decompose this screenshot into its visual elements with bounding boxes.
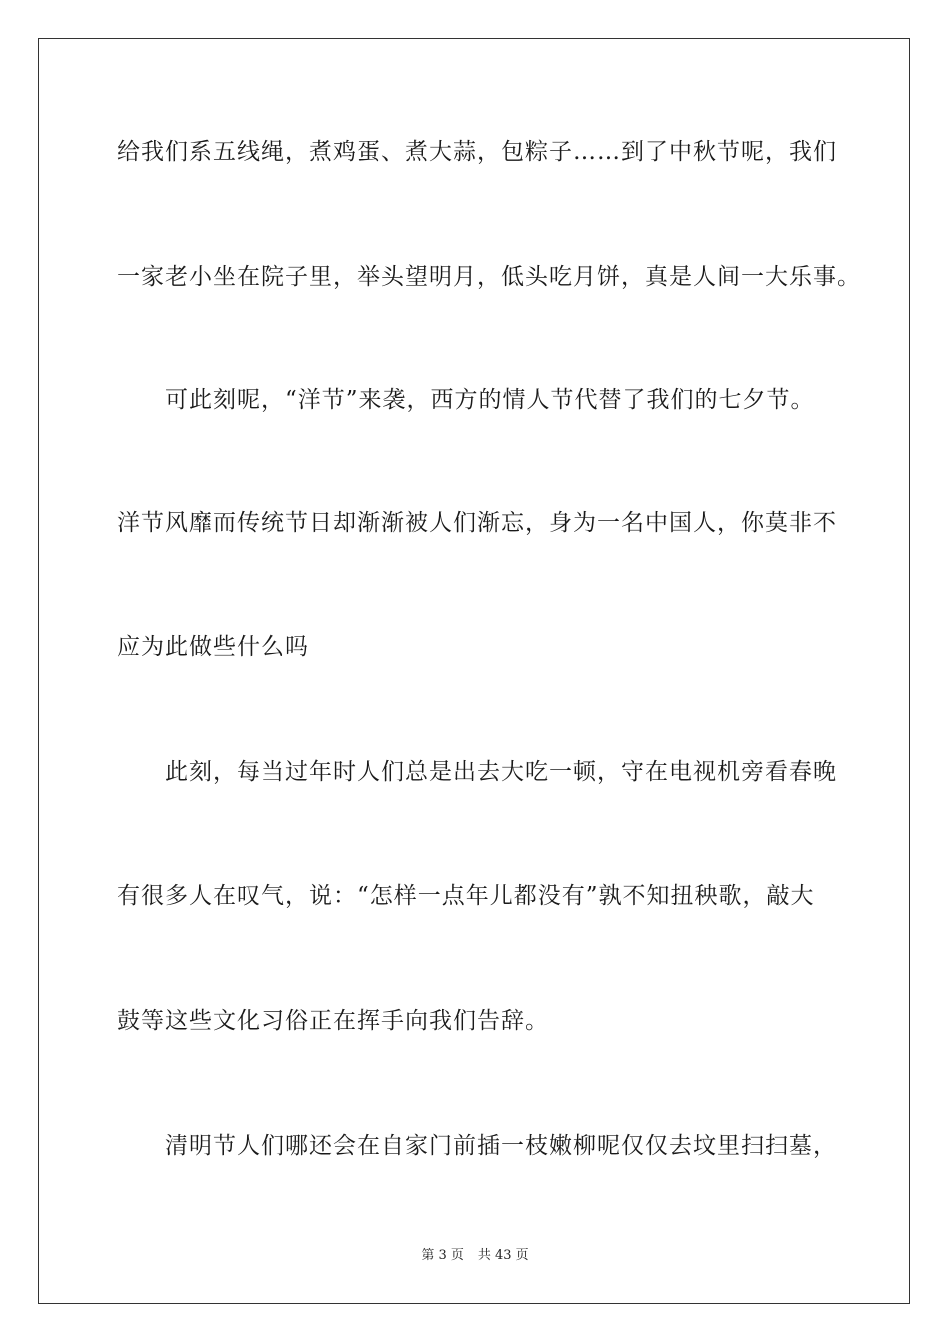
paragraph-line-6: 此刻，每当过年时人们总是出去大吃一顿，守在电视机旁看春晚 bbox=[165, 759, 837, 785]
paragraph-line-3: 可此刻呢，“洋节”来袭，西方的情人节代替了我们的七夕节。 bbox=[165, 387, 815, 413]
paragraph-line-9: 清明节人们哪还会在自家门前插一枝嫩柳呢仅仅去坟里扫扫墓， bbox=[165, 1133, 837, 1159]
page-frame bbox=[38, 38, 910, 1304]
paragraph-line-8: 鼓等这些文化习俗正在挥手向我们告辞。 bbox=[117, 1008, 549, 1034]
paragraph-line-2: 一家老小坐在院子里，举头望明月，低头吃月饼，真是人间一大乐事。 bbox=[117, 264, 861, 290]
paragraph-line-7: 有很多人在叹气，说：“怎样一点年儿都没有”孰不知扭秧歌，敲大 bbox=[117, 883, 815, 909]
page-number: 第 3 页 bbox=[421, 1248, 464, 1263]
total-pages: 共 43 页 bbox=[477, 1248, 529, 1263]
paragraph-line-4: 洋节风靡而传统节日却渐渐被人们渐忘，身为一名中国人，你莫非不 bbox=[117, 510, 837, 536]
paragraph-line-1: 给我们系五线绳，煮鸡蛋、煮大蒜，包粽子……到了中秋节呢，我们 bbox=[117, 139, 837, 165]
page-footer bbox=[0, 1247, 950, 1265]
paragraph-line-5: 应为此做些什么吗 bbox=[117, 634, 309, 660]
